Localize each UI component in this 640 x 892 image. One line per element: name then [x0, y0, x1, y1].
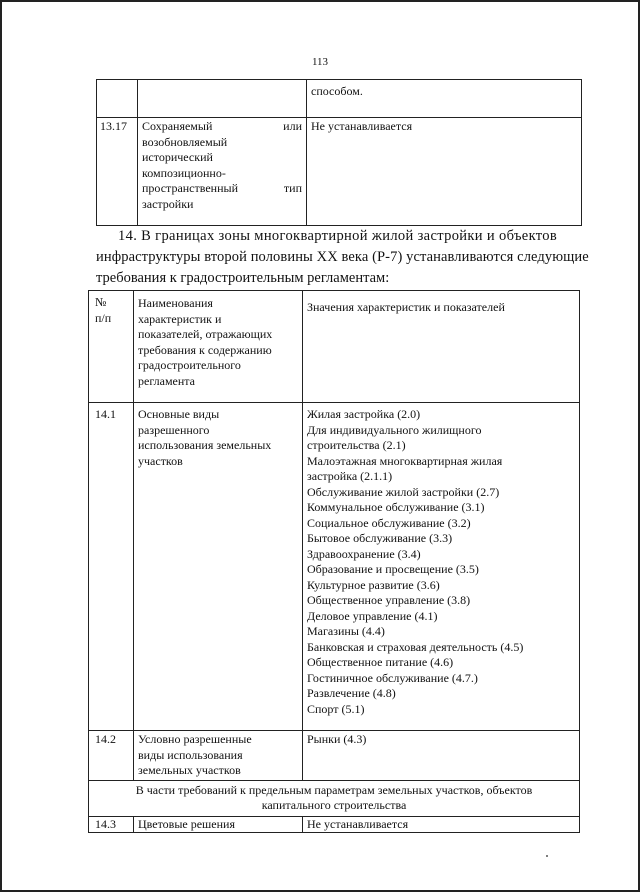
name-line: [142, 181, 302, 197]
name-line: [142, 119, 302, 135]
cell-num: 14.2: [89, 731, 134, 781]
cell-value: Не устанавливается: [303, 816, 580, 833]
permitted-use-item: Деловое управление (4.1): [307, 608, 438, 623]
cell-num: 13.17: [97, 118, 138, 226]
name-line: застройки: [142, 196, 194, 211]
permitted-use-item: Коммунальное обслуживание (3.1): [307, 500, 485, 514]
table-header-row: [89, 291, 580, 403]
header-name-line: градостроительного: [138, 358, 241, 372]
header-num: [89, 291, 134, 403]
permitted-use-item: Гостиничное обслуживание (4.7.): [307, 670, 478, 685]
permitted-use-item: Культурное развитие (3.6): [307, 577, 440, 592]
paragraph-line: 14. В границах зоны многоквартирной жилой застройки и объектов: [118, 228, 558, 244]
table-row: [97, 80, 582, 118]
permitted-use-item: Развлечение (4.8): [307, 686, 396, 700]
header-value: Значения характеристик и показателей: [303, 291, 580, 403]
cell-value: Не устанавливается: [307, 118, 582, 226]
name-line: виды использования: [138, 747, 243, 762]
paragraph-line: инфраструктуры второй половины XX века (Р-7) устанавливаются следующие: [96, 249, 589, 265]
cell-value: Рынки (4.3): [303, 731, 580, 781]
permitted-use-item: Общественное питание (4.6): [307, 655, 454, 669]
cell-name: Цветовые решения: [134, 816, 303, 833]
table-row: [89, 403, 580, 731]
header-name-line: регламента: [138, 373, 196, 388]
header-num-line: п/п: [95, 310, 112, 325]
header-name-line: показателей, отражающих: [138, 327, 273, 341]
permitted-use-item: Обслуживание жилой застройки (2.7): [307, 484, 500, 499]
name-word: пространственный: [142, 181, 239, 195]
header-name: [134, 291, 303, 403]
table-row: [89, 731, 580, 781]
cell-value: способом.: [307, 80, 582, 118]
scan-speck: [546, 855, 548, 857]
header-name-line: Наименования: [138, 296, 213, 310]
header-name-line: требования к содержанию: [138, 342, 272, 357]
name-line: земельных участков: [138, 763, 241, 777]
section-heading: [89, 780, 580, 816]
table-continuation: [96, 79, 582, 226]
section-line: В части требований к предельным параметрам земельных участков, объектов: [135, 782, 533, 797]
name-word: или: [283, 119, 302, 133]
permitted-use-item: Жилая застройка (2.0): [307, 407, 421, 421]
permitted-use-item: Спорт (5.1): [307, 701, 365, 716]
name-word: Сохраняемый: [142, 119, 213, 133]
permitted-use-item: строительства (2.1): [307, 438, 406, 452]
permitted-use-item: Общественное управление (3.8): [307, 593, 471, 607]
paragraph-line: требования к градостроительным регламентам:: [96, 270, 390, 286]
name-line: Основные виды: [138, 407, 220, 421]
page-number: 113: [311, 56, 329, 68]
name-line: композиционно-: [142, 165, 226, 180]
permitted-use-item: Магазины (4.4): [307, 624, 385, 638]
header-name-line: характеристик и: [138, 311, 222, 326]
name-line: Условно разрешенные: [138, 732, 252, 746]
name-line: участков: [138, 453, 183, 468]
cell-name: [134, 731, 303, 781]
permitted-use-item: Социальное обслуживание (3.2): [307, 515, 471, 530]
name-word: тип: [283, 181, 302, 195]
name-line: использования земельных: [138, 438, 272, 452]
paragraph-14: [96, 226, 589, 289]
cell-name: [138, 118, 307, 226]
cell-num: 14.1: [89, 403, 134, 731]
cell-num: 14.3: [89, 816, 134, 833]
header-num-line: №: [95, 295, 107, 309]
cell-values: [303, 403, 580, 731]
permitted-use-item: Здравоохранение (3.4): [307, 546, 421, 561]
permitted-use-item: Банковская и страховая деятельность (4.5): [307, 639, 524, 654]
table-row: [97, 118, 582, 226]
permitted-use-item: Малоэтажная многоквартирная жилая: [307, 453, 503, 468]
section-line: капитального строительства: [261, 798, 407, 812]
permitted-use-item: застройка (2.1.1): [307, 469, 393, 483]
table-row: [89, 816, 580, 833]
requirements-table: [88, 290, 580, 833]
name-line: исторический: [142, 150, 213, 164]
name-line: возобновляемый: [142, 134, 228, 149]
cell-name: [134, 403, 303, 731]
permitted-use-item: Образование и просвещение (3.5): [307, 562, 479, 576]
permitted-use-item: Для индивидуального жилищного: [307, 422, 482, 437]
name-line: разрешенного: [138, 422, 210, 437]
section-row: [89, 780, 580, 816]
permitted-use-item: Бытовое обслуживание (3.3): [307, 531, 453, 545]
